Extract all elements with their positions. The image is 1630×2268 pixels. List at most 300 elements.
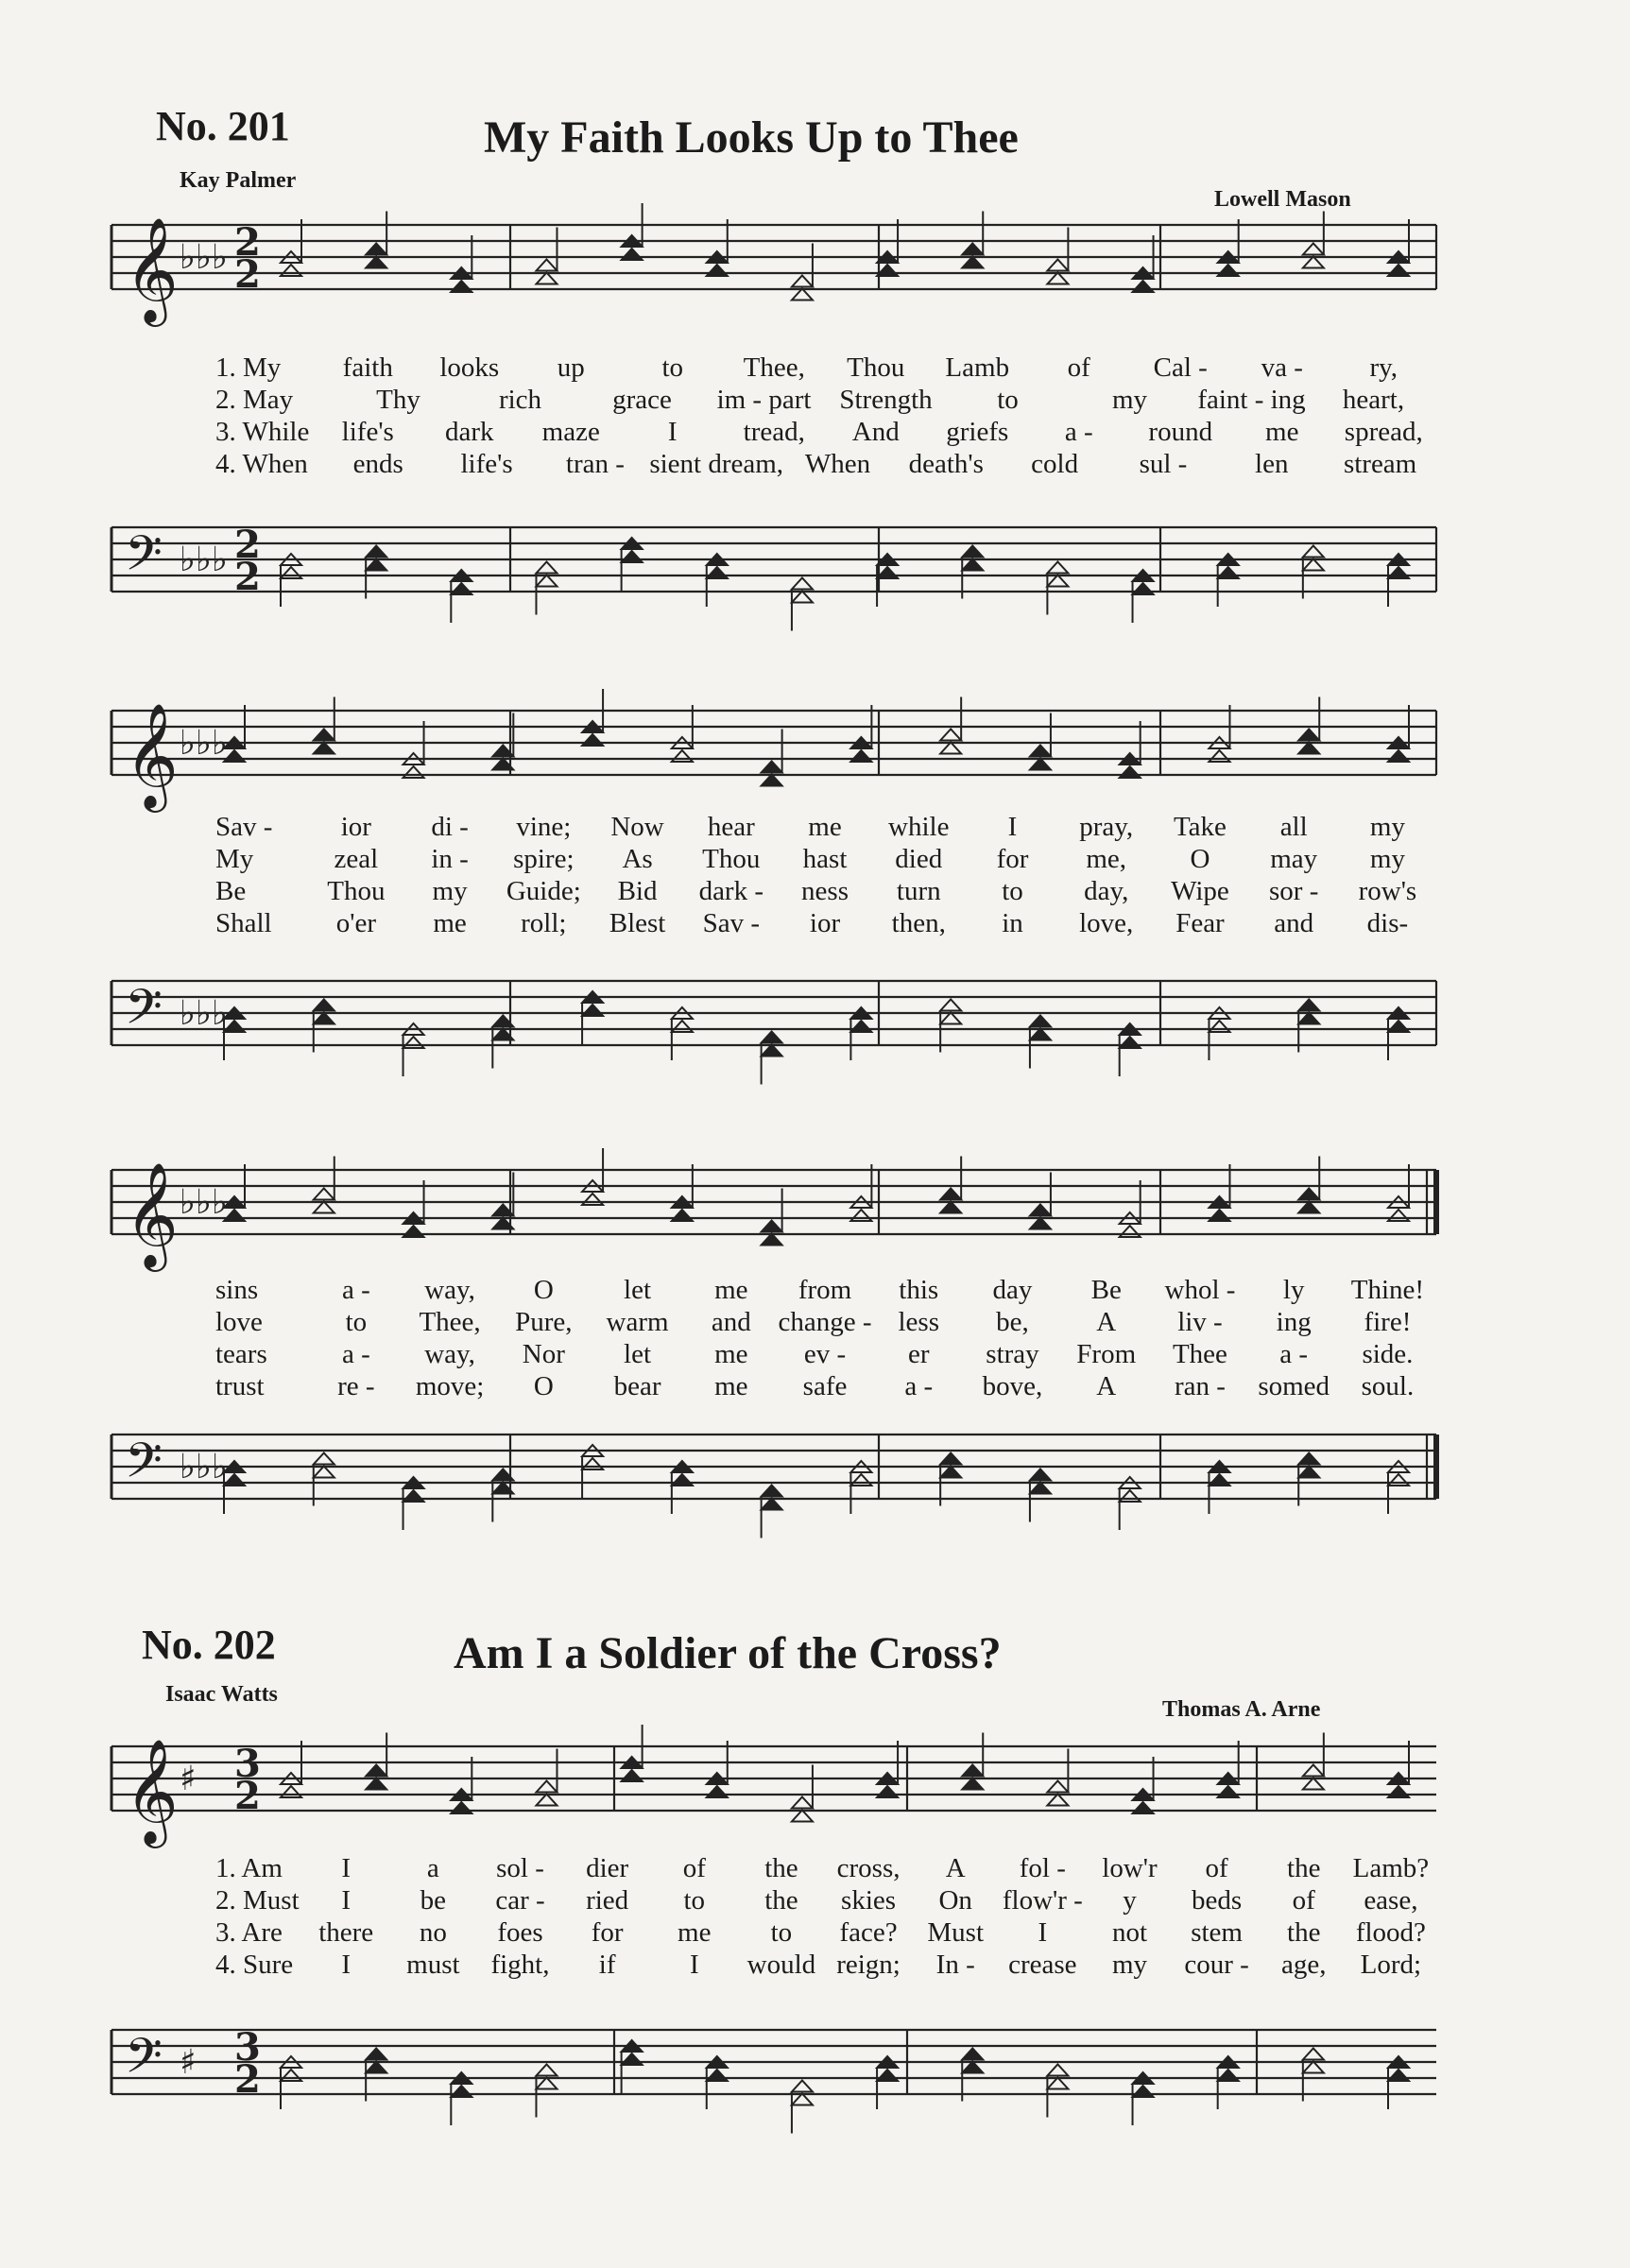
lyric-syllable: for — [591, 1917, 624, 1948]
lyric-syllable: trust — [215, 1371, 265, 1401]
lyric-syllable: And — [851, 417, 900, 447]
lyric-syllable: be — [420, 1885, 447, 1916]
time-signature-top: 3 — [234, 2025, 261, 2070]
lyric-syllable: skies — [841, 1885, 897, 1916]
lyric-syllable: to — [997, 385, 1019, 415]
note-head — [622, 203, 643, 260]
lyric-syllable: From — [1076, 1339, 1137, 1369]
note-head — [792, 244, 813, 301]
lyric-syllable: all — [1279, 812, 1308, 842]
lyric-syllable: the — [764, 1885, 798, 1916]
note-head — [707, 219, 728, 276]
lyric-syllable: Sav - — [702, 908, 760, 938]
note-head — [314, 697, 335, 754]
lyric-syllable: my — [1369, 844, 1405, 874]
lyric-syllable: there — [318, 1917, 374, 1948]
lyric-syllable: hear — [707, 812, 755, 842]
lyric-syllable: round — [1148, 417, 1213, 447]
lyric-syllable: Take — [1173, 812, 1227, 842]
lyric-syllable: Shall — [215, 908, 272, 938]
note-head — [1388, 2056, 1409, 2109]
note-head — [1120, 1180, 1141, 1237]
verse-line — [215, 1852, 1434, 1884]
lyric-syllable: my — [1111, 1950, 1147, 1980]
key-signature-icon: ♭♭♭ — [180, 1448, 228, 1486]
lyric-syllable: 4. Sure — [215, 1950, 294, 1980]
lyrics-block — [215, 1852, 1434, 1981]
treble-clef-icon: 𝄞 — [125, 702, 179, 808]
lyric-syllable: Be — [215, 876, 247, 906]
treble-staff — [0, 1737, 1630, 1844]
lyric-syllable: ior — [809, 908, 841, 938]
note-head — [403, 721, 424, 778]
note-head — [1209, 1461, 1229, 1514]
verse-line — [215, 811, 1434, 843]
note-head — [622, 2040, 643, 2093]
lyric-syllable: side. — [1362, 1339, 1414, 1369]
lyric-syllable: ried — [586, 1885, 629, 1916]
lyric-syllable: sol - — [496, 1853, 544, 1883]
lyric-syllable: A — [1096, 1371, 1117, 1401]
verse-line — [215, 384, 1434, 416]
lyric-syllable: to — [1002, 876, 1023, 906]
lyric-syllable: Lamb — [945, 352, 1010, 383]
lyric-syllable: let — [624, 1339, 652, 1369]
lyric-syllable: low'r — [1102, 1853, 1158, 1883]
time-signature-top: 2 — [234, 523, 261, 567]
note-head — [1388, 1741, 1409, 1797]
lyric-syllable: liv - — [1177, 1307, 1223, 1337]
note-head — [1133, 2072, 1154, 2125]
lyric-syllable: In - — [935, 1950, 975, 1980]
lyrics-block — [215, 811, 1434, 939]
lyric-syllable: zeal — [334, 844, 379, 874]
lyrics-block — [215, 1274, 1434, 1402]
note-head — [1388, 1164, 1409, 1221]
treble-clef-icon: 𝄞 — [125, 1738, 179, 1844]
lyric-syllable: sient dream, — [649, 449, 784, 479]
hymn-number: No. 202 — [142, 1622, 276, 1668]
note-head — [403, 1180, 424, 1237]
lyric-syllable: me — [1265, 417, 1299, 447]
lyric-syllable: from — [798, 1275, 852, 1305]
lyric-syllable: roll; — [521, 908, 567, 938]
lyric-syllable: A — [1096, 1307, 1117, 1337]
lyric-syllable: Thee, — [419, 1307, 481, 1337]
treble-clef-icon: 𝄞 — [125, 216, 179, 322]
lyric-syllable: safe — [802, 1371, 848, 1401]
lyric-syllable: pray, — [1079, 812, 1134, 842]
lyric-syllable: dis- — [1366, 908, 1409, 938]
lyric-syllable: warm — [606, 1307, 669, 1337]
verse-line — [215, 907, 1434, 939]
lyric-syllable: Thou — [702, 844, 761, 874]
lyric-syllable: stem — [1191, 1917, 1243, 1948]
lyric-syllable: spread, — [1344, 417, 1423, 447]
note-head — [1218, 2056, 1239, 2109]
lyric-syllable: a - — [904, 1371, 934, 1401]
lyric-syllable: 4. When — [215, 449, 308, 479]
lyric-syllable: Thee, — [743, 352, 805, 383]
lyric-syllable: vine; — [516, 812, 572, 842]
note-head — [366, 1733, 386, 1790]
verse-line — [215, 448, 1434, 480]
time-signature-bottom: 2 — [234, 252, 261, 297]
lyric-syllable: me — [714, 1371, 748, 1401]
note-head — [1218, 1741, 1239, 1797]
note-head — [672, 705, 693, 762]
note-head — [850, 1007, 871, 1060]
lyric-syllable: death's — [908, 449, 984, 479]
lyric-syllable: me — [808, 812, 842, 842]
lyric-syllable: bove, — [982, 1371, 1043, 1401]
lyric-syllable: Pure, — [515, 1307, 573, 1337]
key-signature-icon: ♭♭♭ — [180, 541, 228, 579]
lyric-syllable: to — [683, 1885, 706, 1916]
note-head — [536, 562, 557, 615]
note-head — [672, 1461, 693, 1514]
note-head — [1209, 1164, 1229, 1221]
lyric-syllable: me — [714, 1275, 748, 1305]
lyric-syllable: somed — [1258, 1371, 1330, 1401]
lyric-syllable: grace — [612, 385, 672, 415]
lyric-syllable: Wipe — [1171, 876, 1229, 906]
note-head — [1388, 1461, 1409, 1514]
lyric-syllable: A — [945, 1853, 966, 1883]
note-head — [1388, 219, 1409, 276]
note-head — [1303, 1733, 1324, 1790]
lyric-syllable: Be — [1090, 1275, 1122, 1305]
lyric-syllable: flood? — [1355, 1917, 1426, 1948]
lyric-syllable: may — [1270, 844, 1318, 874]
verse-line — [215, 875, 1434, 907]
lyric-syllable: O — [533, 1275, 554, 1305]
lyric-syllable: sul - — [1139, 449, 1188, 479]
note-head — [877, 2056, 898, 2109]
lyric-syllable: in — [1002, 908, 1023, 938]
note-head — [1133, 235, 1154, 292]
note-head — [366, 212, 386, 268]
lyric-syllable: then, — [891, 908, 946, 938]
lyric-syllable: Sav - — [215, 812, 273, 842]
lyric-syllable: My — [215, 844, 254, 874]
bass-clef-icon: 𝄢 — [125, 524, 163, 593]
lyric-syllable: ly — [1282, 1275, 1305, 1305]
note-head — [707, 554, 728, 607]
key-signature-icon: ♭♭♭ — [180, 994, 228, 1033]
lyric-syllable: tears — [215, 1339, 267, 1369]
note-head — [762, 730, 782, 786]
treble-staff — [0, 215, 1630, 322]
lyric-syllable: a — [426, 1853, 439, 1883]
note-head — [792, 578, 813, 631]
lyric-syllable: soul. — [1361, 1371, 1415, 1401]
lyrics-block — [215, 352, 1434, 480]
note-head — [850, 705, 871, 762]
note-head — [1120, 721, 1141, 778]
note-head — [403, 1023, 424, 1076]
note-head — [1388, 705, 1409, 762]
lyric-syllable: Cal - — [1153, 352, 1208, 383]
lyric-syllable: ry, — [1369, 352, 1398, 383]
note-head — [1047, 562, 1068, 615]
lyric-syllable: of — [1292, 1885, 1315, 1916]
note-head — [582, 689, 603, 746]
key-signature-icon: ♭♭♭ — [180, 238, 228, 277]
lyric-syllable: love — [215, 1307, 263, 1337]
words-credit: Kay Palmer — [180, 168, 297, 193]
lyric-syllable: 1. My — [215, 352, 282, 383]
lyric-syllable: Fear — [1175, 908, 1225, 938]
lyric-syllable: flow'r - — [1002, 1885, 1083, 1916]
time-signature-bottom: 2 — [234, 1774, 261, 1818]
lyric-syllable: ing — [1276, 1307, 1312, 1337]
lyric-syllable: cold — [1031, 449, 1079, 479]
lyric-syllable: Thee — [1172, 1339, 1227, 1369]
lyric-syllable: o'er — [335, 908, 376, 938]
note-head — [962, 1733, 983, 1790]
note-head — [536, 228, 557, 284]
lyric-syllable: love, — [1079, 908, 1134, 938]
note-head — [1218, 554, 1239, 607]
lyric-syllable: way, — [424, 1339, 475, 1369]
lyric-syllable: a - — [341, 1339, 370, 1369]
note-head — [1030, 1469, 1051, 1522]
bass-staff — [0, 971, 1630, 1075]
lyric-syllable: er — [907, 1339, 930, 1369]
lyric-syllable: I — [1007, 812, 1018, 842]
note-head — [622, 538, 643, 591]
lyric-syllable: Thy — [376, 385, 420, 415]
treble-staff — [0, 701, 1630, 808]
lyric-syllable: faith — [342, 352, 393, 383]
lyric-syllable: crease — [1008, 1950, 1077, 1980]
lyric-syllable: me — [678, 1917, 712, 1948]
lyric-syllable: Lord; — [1360, 1950, 1422, 1980]
lyric-syllable: if — [598, 1950, 616, 1980]
lyric-syllable: the — [764, 1853, 798, 1883]
bass-staff — [0, 1425, 1630, 1529]
lyric-syllable: dark — [444, 417, 494, 447]
hymn-title: My Faith Looks Up to Thee — [484, 112, 1019, 163]
lyric-syllable: way, — [424, 1275, 475, 1305]
lyric-syllable: ease, — [1364, 1885, 1418, 1916]
lyric-syllable: fire! — [1364, 1307, 1412, 1337]
lyric-syllable: foes — [497, 1917, 543, 1948]
lyric-syllable: Now — [610, 812, 664, 842]
verse-line — [215, 1370, 1434, 1402]
bass-staff — [0, 2020, 1630, 2124]
lyric-syllable: im - part — [716, 385, 812, 415]
note-head — [1303, 212, 1324, 268]
lyric-syllable: O — [1190, 844, 1210, 874]
lyric-syllable: di - — [431, 812, 469, 842]
lyric-syllable: Guide; — [506, 876, 581, 906]
lyric-syllable: life's — [460, 449, 513, 479]
lyric-syllable: Strength — [839, 385, 933, 415]
lyric-syllable: looks — [439, 352, 500, 383]
note-head — [281, 2056, 301, 2109]
lyric-syllable: cour - — [1184, 1950, 1249, 1980]
note-head — [1388, 1007, 1409, 1060]
lyric-syllable: less — [898, 1307, 939, 1337]
note-head — [877, 554, 898, 607]
lyric-syllable: would — [746, 1950, 816, 1980]
note-head — [314, 1157, 335, 1213]
lyric-syllable: fol - — [1019, 1853, 1066, 1883]
lyric-syllable: my — [1111, 385, 1148, 415]
lyric-syllable: O — [533, 1371, 554, 1401]
key-signature-icon: ♭♭♭ — [180, 1183, 228, 1222]
lyric-syllable: the — [1287, 1853, 1321, 1883]
lyric-syllable: len — [1255, 449, 1289, 479]
lyric-syllable: me — [714, 1339, 748, 1369]
verse-line — [215, 1338, 1434, 1370]
lyric-syllable: Thou — [847, 352, 905, 383]
verse-line — [215, 1916, 1434, 1949]
verse-line — [215, 1306, 1434, 1338]
lyric-syllable: Bid — [617, 876, 658, 906]
bass-staff — [0, 518, 1630, 622]
lyric-syllable: turn — [896, 876, 941, 906]
note-head — [1298, 697, 1319, 754]
lyric-syllable: Lamb? — [1352, 1853, 1430, 1883]
key-signature-icon: ♭♭♭ — [180, 724, 228, 763]
lyric-syllable: to — [345, 1307, 368, 1337]
note-head — [877, 1741, 898, 1797]
lyric-syllable: As — [622, 844, 653, 874]
lyric-syllable: spire; — [513, 844, 575, 874]
lyric-syllable: ends — [352, 449, 403, 479]
time-signature-top: 2 — [234, 220, 261, 265]
lyric-syllable: I — [1038, 1917, 1048, 1948]
lyric-syllable: maze — [541, 417, 600, 447]
lyric-syllable: life's — [341, 417, 394, 447]
note-head — [792, 2081, 813, 2134]
note-head — [451, 2072, 472, 2125]
note-head — [1120, 1023, 1141, 1076]
note-head — [451, 235, 472, 292]
note-head — [224, 1007, 245, 1060]
lyric-syllable: bear — [613, 1371, 661, 1401]
treble-staff — [0, 1160, 1630, 1267]
lyric-syllable: rich — [498, 385, 542, 415]
note-head — [281, 1741, 301, 1797]
note-head — [1030, 1173, 1051, 1229]
words-credit: Isaac Watts — [165, 1682, 278, 1707]
lyric-syllable: no — [419, 1917, 447, 1948]
verse-line — [215, 1884, 1434, 1916]
lyric-syllable: ran - — [1174, 1371, 1226, 1401]
lyric-syllable: griefs — [946, 417, 1009, 447]
lyric-syllable: heart, — [1342, 385, 1405, 415]
lyric-syllable: while — [888, 812, 950, 842]
lyric-syllable: stream — [1343, 449, 1417, 479]
lyric-syllable: 2. Must — [215, 1885, 300, 1916]
lyric-syllable: On — [938, 1885, 972, 1916]
lyric-syllable: whol - — [1164, 1275, 1236, 1305]
note-head — [536, 1749, 557, 1806]
lyric-syllable: sins — [215, 1275, 259, 1305]
lyric-syllable: Blest — [609, 908, 666, 938]
lyric-syllable: must — [406, 1950, 460, 1980]
lyric-syllable: me — [433, 908, 467, 938]
verse-line — [215, 1274, 1434, 1306]
lyric-syllable: y — [1123, 1885, 1137, 1916]
lyric-syllable: and — [711, 1307, 751, 1337]
note-head — [281, 219, 301, 276]
lyric-syllable: died — [895, 844, 943, 874]
note-head — [1298, 1157, 1319, 1213]
lyric-syllable: to — [770, 1917, 793, 1948]
lyric-syllable: ness — [801, 876, 849, 906]
note-head — [707, 2056, 728, 2109]
hymn-number: No. 201 — [156, 103, 290, 149]
lyric-syllable: of — [1205, 1853, 1228, 1883]
lyric-syllable: of — [1067, 352, 1090, 383]
lyric-syllable: dark - — [698, 876, 764, 906]
lyric-syllable: and — [1274, 908, 1314, 938]
lyric-syllable: Must — [927, 1917, 985, 1948]
note-head — [940, 697, 961, 754]
lyric-syllable: 3. While — [215, 417, 310, 447]
lyric-syllable: move; — [415, 1371, 485, 1401]
verse-line — [215, 1949, 1434, 1981]
lyric-syllable: in - — [431, 844, 469, 874]
lyric-syllable: car - — [495, 1885, 545, 1916]
bass-clef-icon: 𝄢 — [125, 1432, 163, 1501]
note-head — [536, 2065, 557, 2118]
lyric-syllable: my — [1369, 812, 1405, 842]
lyric-syllable: day — [992, 1275, 1033, 1305]
lyric-syllable: be, — [996, 1307, 1029, 1337]
lyric-syllable: for — [996, 844, 1029, 874]
note-head — [582, 991, 603, 1044]
note-head — [622, 1725, 643, 1781]
music-credit: Lowell Mason — [1214, 187, 1351, 212]
lyric-syllable: ev - — [803, 1339, 847, 1369]
note-head — [224, 1461, 245, 1514]
note-head — [877, 219, 898, 276]
note-head — [762, 1032, 782, 1085]
note-head — [403, 1477, 424, 1530]
lyric-syllable: fight, — [490, 1950, 550, 1980]
note-head — [962, 212, 983, 268]
lyric-syllable: age, — [1281, 1950, 1327, 1980]
note-head — [762, 1486, 782, 1538]
verse-line — [215, 416, 1434, 448]
lyric-syllable: Thine! — [1350, 1275, 1425, 1305]
note-head — [281, 554, 301, 607]
key-signature-icon: ♯ — [180, 1760, 197, 1798]
lyric-syllable: not — [1111, 1917, 1147, 1948]
note-head — [850, 1461, 871, 1514]
note-head — [1030, 713, 1051, 770]
lyric-syllable: va - — [1261, 352, 1303, 383]
lyric-syllable: tread, — [743, 417, 805, 447]
note-head — [1030, 1016, 1051, 1069]
note-head — [762, 1189, 782, 1246]
note-head — [850, 1164, 871, 1221]
note-head — [1133, 1757, 1154, 1813]
lyric-syllable: I — [341, 1885, 352, 1916]
lyric-syllable: to — [661, 352, 684, 383]
lyric-syllable: cross, — [836, 1853, 901, 1883]
lyric-syllable: I — [341, 1950, 352, 1980]
lyric-syllable: reign; — [836, 1950, 901, 1980]
verse-line — [215, 843, 1434, 875]
time-signature-bottom: 2 — [234, 2057, 261, 2102]
